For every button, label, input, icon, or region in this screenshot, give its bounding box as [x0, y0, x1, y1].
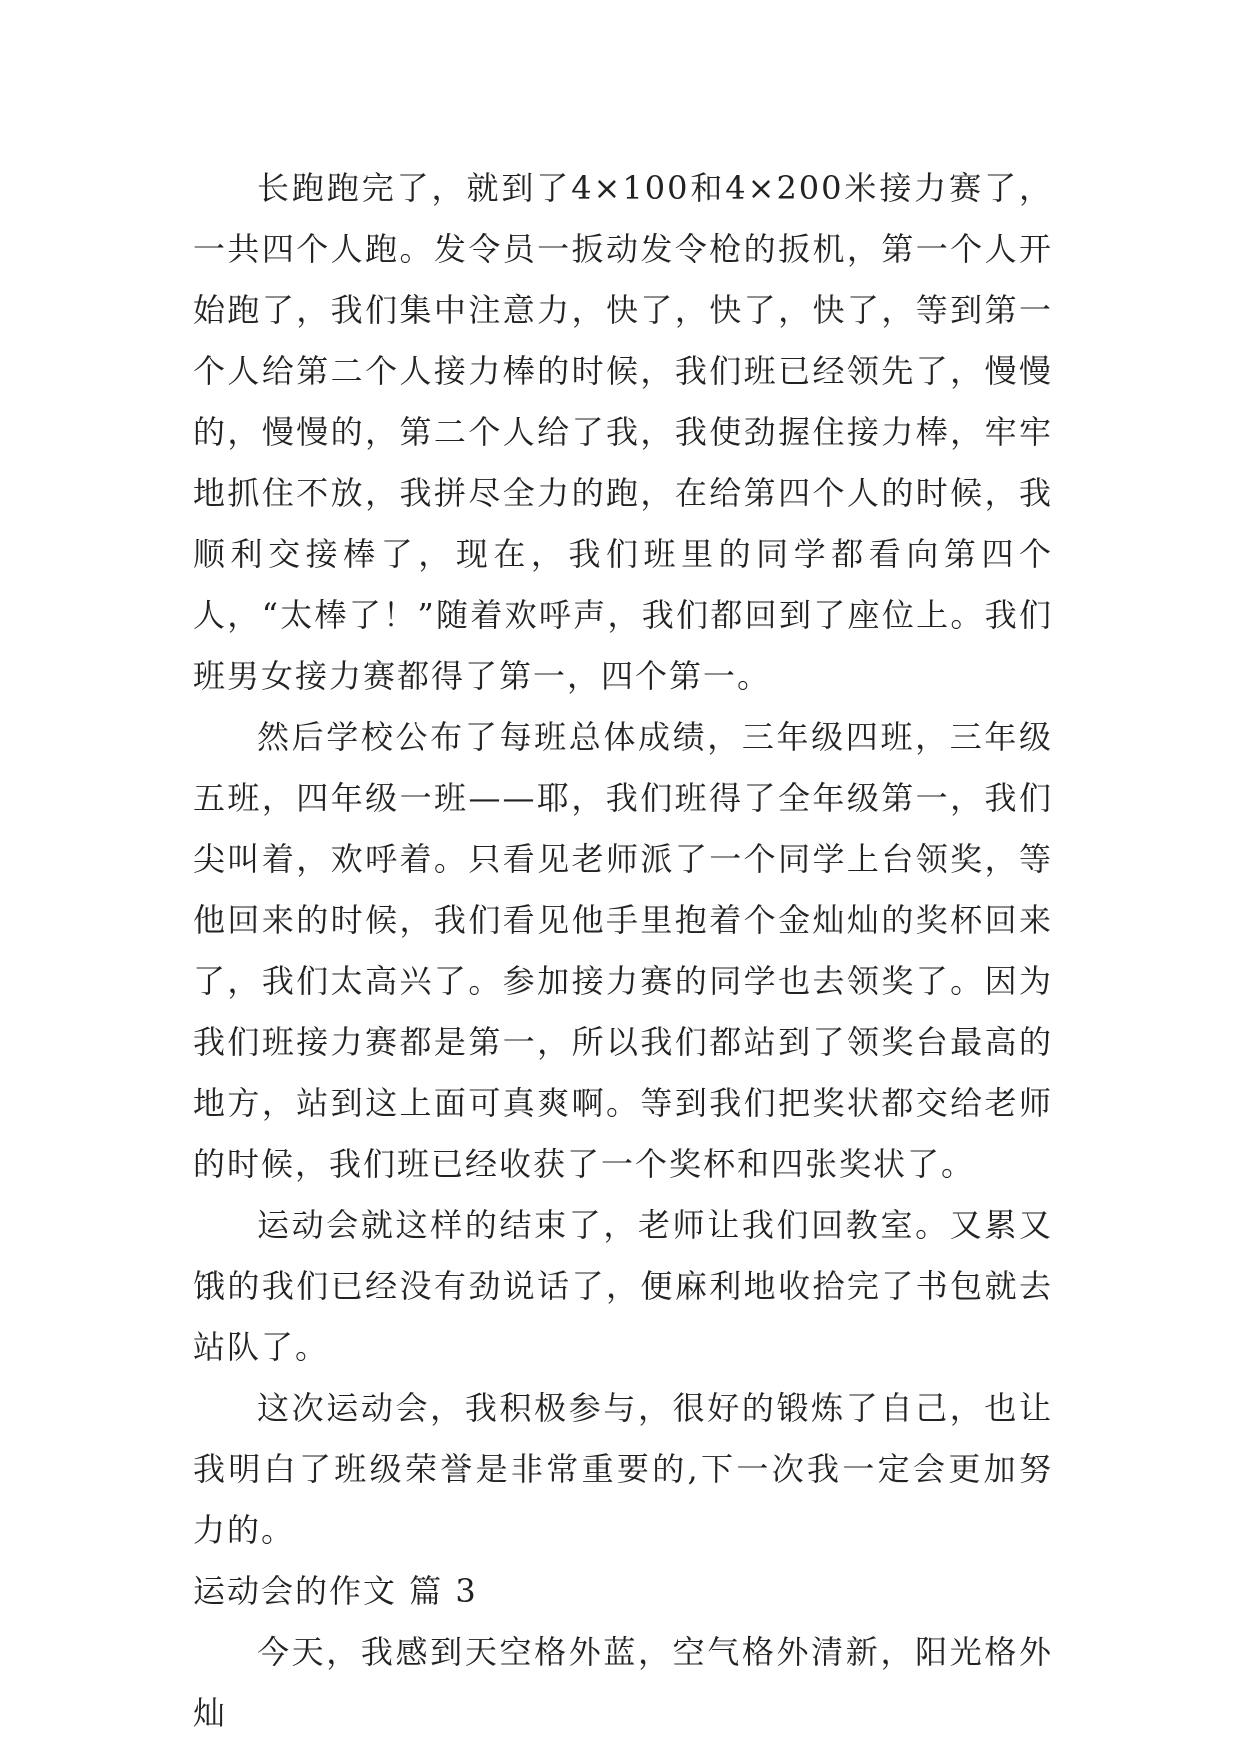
section-heading: 运动会的作文 篇 3 [193, 1572, 478, 1610]
paragraph-results: 然后学校公布了每班总体成绩，三年级四班，三年级五班，四年级一班——耶，我们班得了全年级第一，我们尖叫着，欢呼着。只看见老师派了一个同学上台领奖，等他回来的时候，我们看见他手里抱着个金灿灿的奖杯回来了，我们太高兴了。参加接力赛的同学也去领奖了。因为我们班接力赛都是第一，所以我们都站到了领奖台最高的地方，站到这上面可真爽啊。等到我们把奖状都交给老师的时候，我们班已经收获了一个奖杯和四张奖状了。 [193, 718, 1053, 1183]
paragraph-today: 今天，我感到天空格外蓝，空气格外清新，阳光格外灿 [193, 1633, 1053, 1732]
paragraph-reflection: 这次运动会，我积极参与，很好的锻炼了自己，也让我明白了班级荣誉是非常重要的,下一次我一定会更加努力的。 [193, 1389, 1053, 1549]
paragraph-end-of-meet: 运动会就这样的结束了，老师让我们回教室。又累又饿的我们已经没有劲说话了，便麻利地收拾完了书包就去站队了。 [193, 1206, 1053, 1366]
document-body [193, 158, 1053, 1744]
paragraph-relay-race: 长跑跑完了，就到了4×100和4×200米接力赛了，一共四个人跑。发令员一扳动发令枪的扳机，第一个人开始跑了，我们集中注意力，快了，快了，快了，等到第一个人给第二个人接力棒的时候，我们班已经领先了，慢慢的，慢慢的，第二个人给了我，我使劲握住接力棒，牢牢地抓住不放，我拼尽全力的跑，在给第四个人的时候，我顺利交接棒了，现在，我们班里的同学都看向第四个人，“太棒了！”随着欢呼声，我们都回到了座位上。我们班男女接力赛都得了第一，四个第一。 [193, 169, 1053, 695]
